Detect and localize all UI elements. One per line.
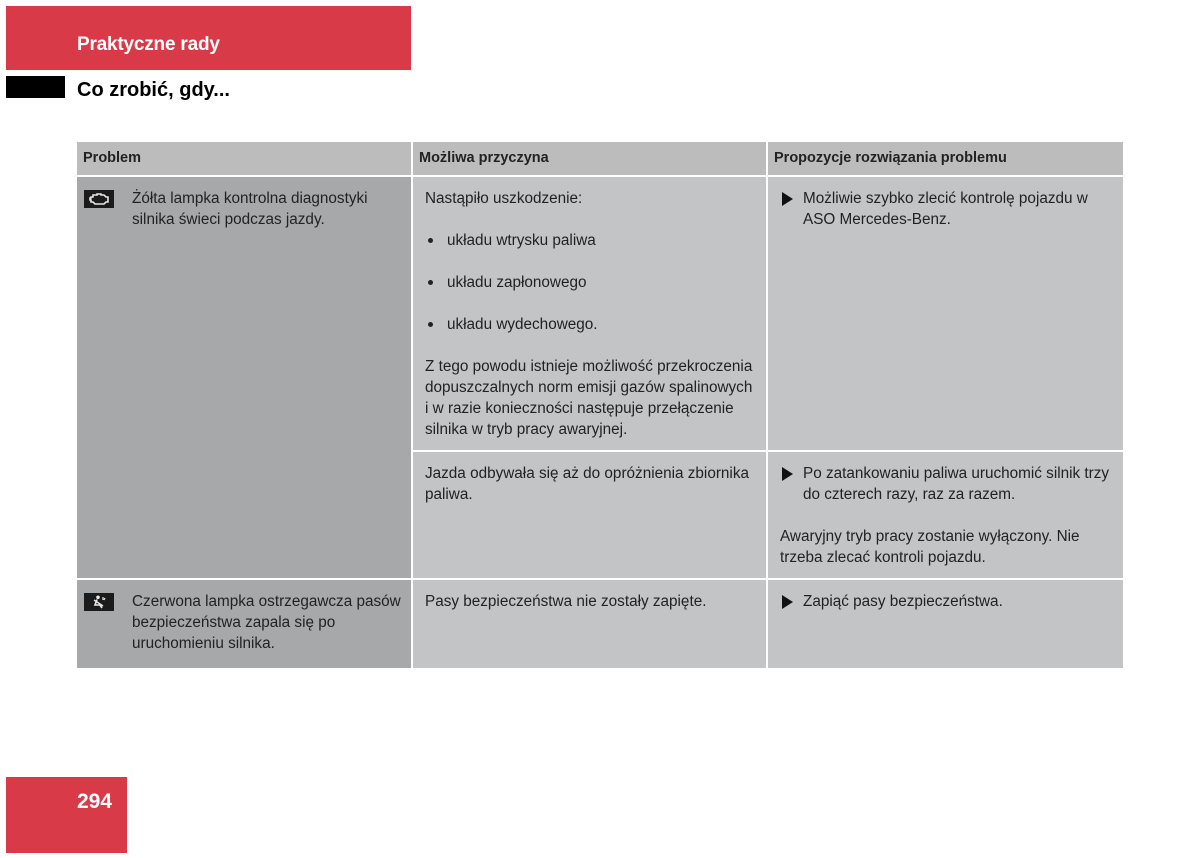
cause-list bbox=[425, 230, 758, 335]
column-header-cause: Możliwa przyczyna bbox=[412, 142, 767, 176]
problem-text: Żółta lampka kontrolna diagnostyki silnika świeci podczas jazdy. bbox=[132, 190, 368, 228]
engine-check-icon bbox=[84, 190, 114, 208]
problem-text: Czerwona lampka ostrzegawcza pasów bezpieczeństwa zapala się po uruchomieniu silnika. bbox=[132, 593, 401, 652]
cause-cell-unbuckled bbox=[412, 579, 767, 669]
cause-intro: Nastąpiło uszkodzenie: bbox=[425, 190, 583, 207]
problem-cell-seatbelt bbox=[77, 579, 412, 669]
troubleshooting-table bbox=[77, 142, 1123, 670]
cause-cell-fuel bbox=[412, 451, 767, 579]
cause-text: Pasy bezpieczeństwa nie zostały zapięte. bbox=[425, 593, 707, 610]
problem-cell-engine bbox=[77, 176, 412, 579]
table-row bbox=[77, 176, 1123, 451]
section-title: Praktyczne rady bbox=[77, 34, 220, 55]
solution-cell-inspection bbox=[767, 176, 1123, 451]
seat-belt-icon bbox=[84, 593, 114, 611]
page-number: 294 bbox=[77, 790, 113, 813]
list-item: układu wtrysku paliwa bbox=[425, 230, 758, 251]
table-row bbox=[77, 579, 1123, 669]
list-item: układu wydechowego. bbox=[425, 314, 758, 335]
page-subtitle: Co zrobić, gdy... bbox=[77, 79, 230, 101]
solution-step: Zapiąć pasy bezpieczeństwa. bbox=[803, 593, 1003, 610]
cause-text: Jazda odbywała się aż do opróżnienia zbiornika paliwa. bbox=[425, 465, 749, 503]
column-header-problem: Problem bbox=[77, 142, 412, 176]
page-number-box bbox=[6, 777, 127, 853]
step-arrow-icon bbox=[782, 192, 793, 206]
section-marker bbox=[6, 76, 65, 98]
solution-step: Możliwie szybko zlecić kontrolę pojazdu w ASO Mercedes-Benz. bbox=[803, 190, 1088, 228]
table-header-row bbox=[77, 142, 1123, 176]
column-header-solution: Propozycje rozwiązania problemu bbox=[767, 142, 1123, 176]
solution-step: Po zatankowaniu paliwa uruchomić silnik trzy do czterech razy, raz za razem. bbox=[803, 465, 1110, 503]
cause-note: Z tego powodu istnieje możliwość przekroczenia dopuszczalnych norm emisji gazów spalinowych i w razie konieczności następuje przełączenie silnika w tryb pracy awaryjnej. bbox=[425, 358, 753, 438]
step-arrow-icon bbox=[782, 595, 793, 609]
cause-cell-damage bbox=[412, 176, 767, 451]
solution-cell-restart bbox=[767, 451, 1123, 579]
list-item: układu zapłonowego bbox=[425, 272, 758, 293]
step-arrow-icon bbox=[782, 467, 793, 481]
solution-note: Awaryjny tryb pracy zostanie wyłączony. Nie trzeba zlecać kontroli pojazdu. bbox=[780, 528, 1080, 566]
solution-cell-buckle bbox=[767, 579, 1123, 669]
